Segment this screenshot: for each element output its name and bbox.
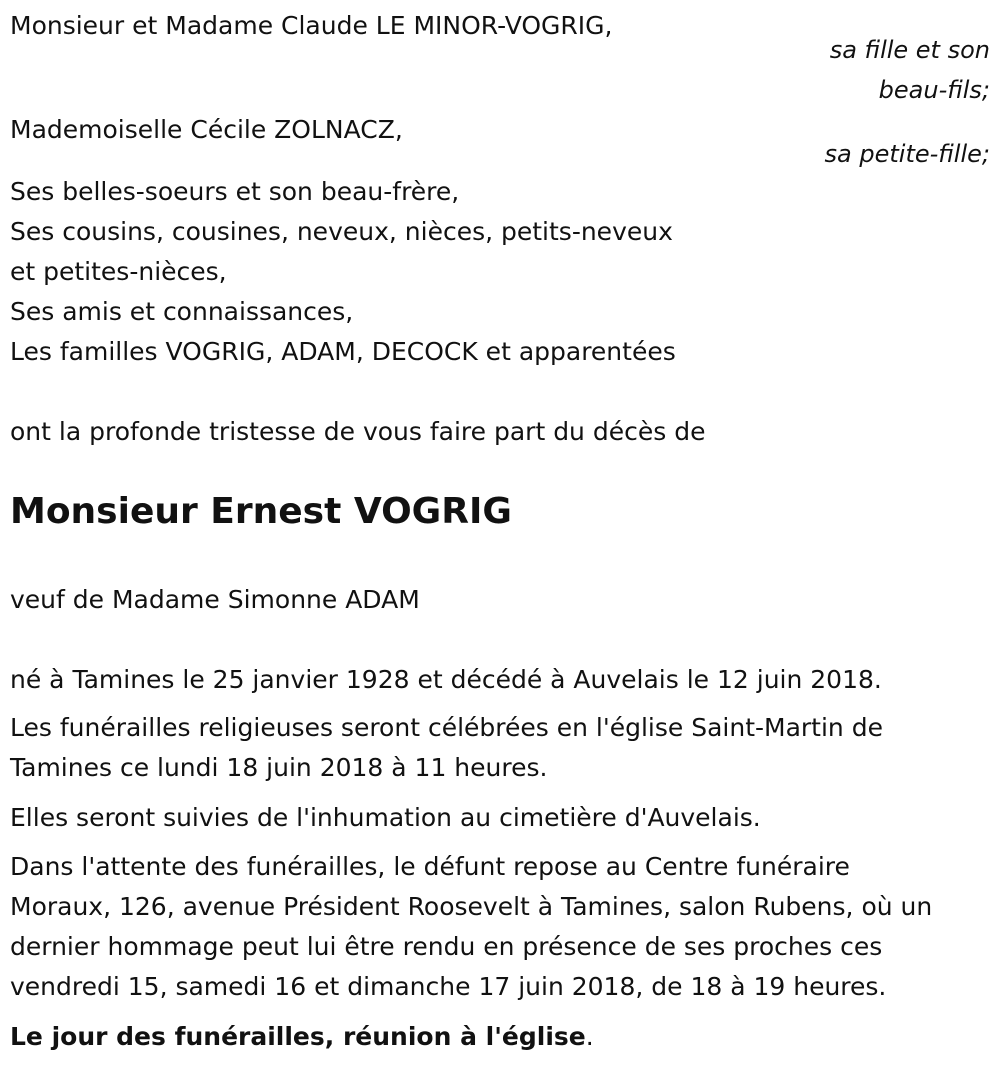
family-line-families: Les familles VOGRIG, ADAM, DECOCK et apparentées [10, 337, 676, 366]
meeting-period: . [585, 1022, 594, 1051]
funeral-line-a: Les funérailles religieuses seront célébrées en l'église Saint-Martin de [10, 713, 883, 742]
burial-line: Elles seront suivies de l'inhumation au cimetière d'Auvelais. [10, 803, 761, 832]
family-line-cousins: Ses cousins, cousines, neveux, nièces, petits-neveux [10, 217, 673, 246]
relation-daughter-son-in-law-a: sa fille et son [829, 36, 990, 64]
family-line-parents: Monsieur et Madame Claude LE MINOR-VOGRIG, [10, 11, 613, 40]
announcement-text: ont la profonde tristesse de vous faire part du décès de [10, 417, 706, 446]
funeral-line-b: Tamines ce lundi 18 juin 2018 à 11 heures. [10, 753, 548, 782]
family-line-friends: Ses amis et connaissances, [10, 297, 354, 326]
meeting-bold-text: Le jour des funérailles, réunion à l'église [10, 1022, 586, 1051]
visit-line-c: dernier hommage peut lui être rendu en présence de ses proches ces [10, 932, 883, 961]
visit-line-a: Dans l'attente des funérailles, le défunt repose au Centre funéraire [10, 852, 850, 881]
relation-granddaughter: sa petite-fille; [824, 140, 990, 168]
family-line-granddaughter: Mademoiselle Cécile ZOLNACZ, [10, 115, 403, 144]
relation-daughter-son-in-law-b: beau-fils; [878, 76, 990, 104]
visit-line-b: Moraux, 126, avenue Président Roosevelt à Tamines, salon Rubens, où un [10, 892, 933, 921]
widower-line: veuf de Madame Simonne ADAM [10, 585, 420, 614]
visit-line-d: vendredi 15, samedi 16 et dimanche 17 juin 2018, de 18 à 19 heures. [10, 972, 887, 1001]
family-line-in-laws: Ses belles-soeurs et son beau-frère, [10, 177, 460, 206]
family-line-cousins-cont: et petites-nièces, [10, 257, 227, 286]
birth-death-line: né à Tamines le 25 janvier 1928 et décédé à Auvelais le 12 juin 2018. [10, 665, 882, 694]
meeting-line [10, 1017, 594, 1057]
deceased-name: Monsieur Ernest VOGRIG [10, 491, 512, 532]
